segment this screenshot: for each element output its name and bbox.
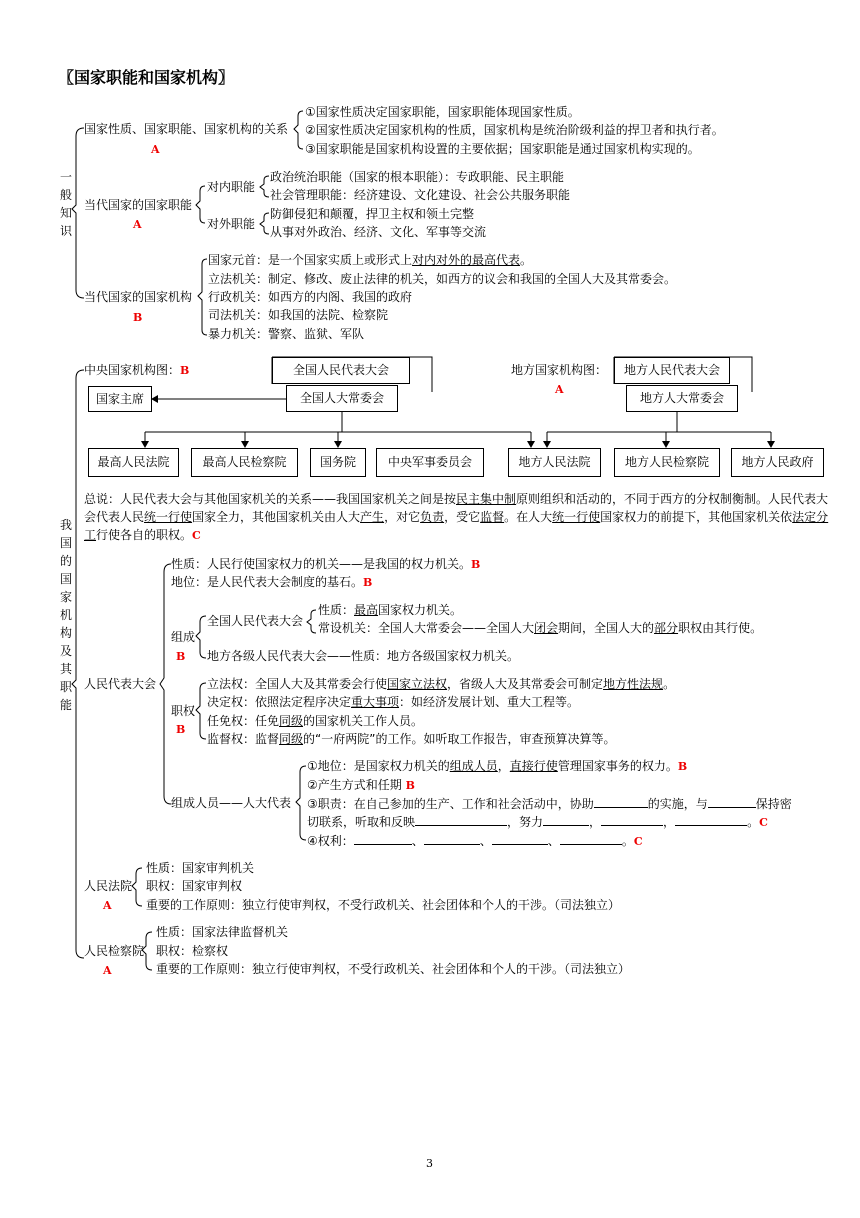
procuratorate-grade: A — [103, 964, 112, 977]
deputy-election: ②产生方式和任期 B — [307, 778, 415, 792]
court-label: 人民法院 — [84, 879, 133, 893]
powers-label: 职权 — [171, 704, 196, 718]
summary-paragraph: 总说：人民代表大会与其他国家机关的关系——我国国家机关之间是按民主集中制原则组织和活动的，不同于西方的分权制衡制。人民代表大会代表人民统一行使国家全力，其他国家机关由人大产生，对它负责，受它监督。在人大统一行使国家权力的前提下，其他国家机关依法定分工行使各自的职权。C — [84, 492, 829, 542]
g1-label: 国家性质、国家职能、国家机构的关系 — [84, 122, 289, 136]
composition-label: 组成 — [171, 630, 196, 644]
npcsc-box: 全国人大常委会 — [286, 385, 398, 412]
section-general-knowledge-label: 一般知识 — [59, 170, 72, 238]
procuratorate-item: 职权：检察权 — [156, 944, 229, 958]
g2-label: 当代国家的国家职能 — [84, 198, 193, 212]
g3-grade: B — [133, 311, 143, 324]
g2-internal-item: 社会管理职能：经济建设、文化建设、社会公共服务职能 — [270, 188, 571, 202]
power-legislative: 立法权：全国人大及其常委会行使国家立法权，省级人大及其常委会可制定地方性法规。 — [207, 677, 676, 691]
court-item: 性质：国家审判机关 — [146, 861, 255, 875]
powers-grade: B — [176, 723, 186, 736]
comp-national-standing: 常设机关：全国人大常委会——全国人大闭会期间，全国人大的部分职权由其行使。 — [318, 621, 763, 635]
court-item: 重要的工作原则：独立行使审判权，不受行政机关、社会团体和个人的干涉。（司法独立） — [146, 898, 621, 912]
npc-label: 人民代表大会 — [84, 677, 157, 691]
deputy-rights: ④权利： 、 、 、 。C — [307, 834, 643, 848]
g2-external-label: 对外职能 — [207, 217, 256, 231]
local-chart-grade: A — [555, 383, 564, 396]
g3-item: 行政机关：如西方的内阁、我国的政府 — [208, 290, 413, 304]
deputy-status: ①地位：是国家权力机关的组成人员，直接行使管理国家事务的权力。B — [307, 759, 688, 773]
g1-item: ②国家性质决定国家机构的性质，国家机构是统治阶级利益的捍卫者和执行者。 — [305, 123, 724, 137]
local-org-box: 地方人民政府 — [731, 448, 824, 477]
g1-item: ③国家职能是国家机构设置的主要依据；国家职能是通过国家机构实现的。 — [305, 142, 700, 156]
central-org-box: 国务院 — [310, 448, 366, 477]
g1-item: ①国家性质决定国家职能，国家职能体现国家性质。 — [305, 105, 580, 119]
local-chart-label: 地方国家机构图： — [511, 363, 608, 377]
local-org-box: 地方人民法院 — [508, 448, 601, 477]
comp-national-npc: 全国人民代表大会 — [207, 614, 304, 628]
central-org-box: 最高人民法院 — [88, 448, 179, 477]
g2-external-item: 防御侵犯和颠覆，捍卫主权和领土完整 — [270, 207, 475, 221]
comp-local-npc: 地方各级人民代表大会——性质：地方各级国家权力机关。 — [207, 649, 520, 663]
central-org-box: 最高人民检察院 — [191, 448, 298, 477]
g3-item: 立法机关：制定、修改、废止法律的机关，如西方的议会和我国的全国人大及其常委会。 — [208, 272, 677, 286]
npc-nature: 性质：人民行使国家权力的机关——是我国的权力机关。B — [171, 557, 481, 571]
comp-national-nature: 性质：最高国家权力机关。 — [318, 603, 463, 617]
g1-grade: A — [151, 143, 160, 156]
deputy-duties: ③职责：在自己参加的生产、工作和社会活动中，协助 的实施，与 保持密 — [307, 797, 792, 811]
g2-external-item: 从事对外政治、经济、文化、军事等交流 — [270, 225, 487, 239]
g3-item: 暴力机关：警察、监狱、军队 — [208, 327, 365, 341]
composition-grade: B — [176, 650, 186, 663]
president-box: 国家主席 — [88, 386, 152, 412]
page-title: 〖国家职能和国家机构〗 — [58, 68, 235, 87]
central-chart-label: 中央国家机构图：B — [84, 363, 190, 377]
local-pcsc-box: 地方人大常委会 — [626, 385, 738, 412]
section-state-organs-label: 我国的国家机构及其职能 — [59, 518, 72, 712]
g2-grade: A — [133, 218, 142, 231]
central-org-box: 中央军事委员会 — [376, 448, 484, 477]
page-number: 3 — [426, 1157, 433, 1170]
g2-internal-label: 对内职能 — [207, 180, 256, 194]
g2-internal-item: 政治统治职能（国家的根本职能）：专政职能、民主职能 — [270, 170, 565, 184]
court-item: 职权：国家审判权 — [146, 879, 243, 893]
power-decision: 决定权：依照法定程序决定重大事项：如经济发展计划、重大工程等。 — [207, 695, 580, 709]
deputies-label: 组成人员——人大代表 — [171, 796, 292, 810]
power-appointment: 任免权：任免同级的国家机关工作人员。 — [207, 714, 424, 728]
npc-status: 地位：是人民代表大会制度的基石。B — [171, 575, 373, 589]
npc-box: 全国人民代表大会 — [272, 357, 410, 384]
procuratorate-label: 人民检察院 — [84, 944, 145, 958]
local-org-box: 地方人民检察院 — [614, 448, 720, 477]
deputy-duties-line2: 切联系，听取和反映 ，努力 ， ， 。C — [307, 815, 768, 829]
local-pc-box: 地方人民代表大会 — [614, 357, 730, 384]
g3-label: 当代国家的国家机构 — [84, 290, 193, 304]
power-supervision: 监督权：监督同级的“一府两院”的工作。如听取工作报告，审查预算决算等。 — [207, 732, 616, 746]
court-grade: A — [103, 899, 112, 912]
procuratorate-item: 重要的工作原则：独立行使审判权，不受行政机关、社会团体和个人的干涉。（司法独立） — [156, 962, 631, 976]
g3-item-head-of-state: 国家元首：是一个国家实质上或形式上对内对外的最高代表。 — [208, 253, 533, 267]
g3-item: 司法机关：如我国的法院、检察院 — [208, 308, 389, 322]
procuratorate-item: 性质：国家法律监督机关 — [156, 925, 289, 939]
